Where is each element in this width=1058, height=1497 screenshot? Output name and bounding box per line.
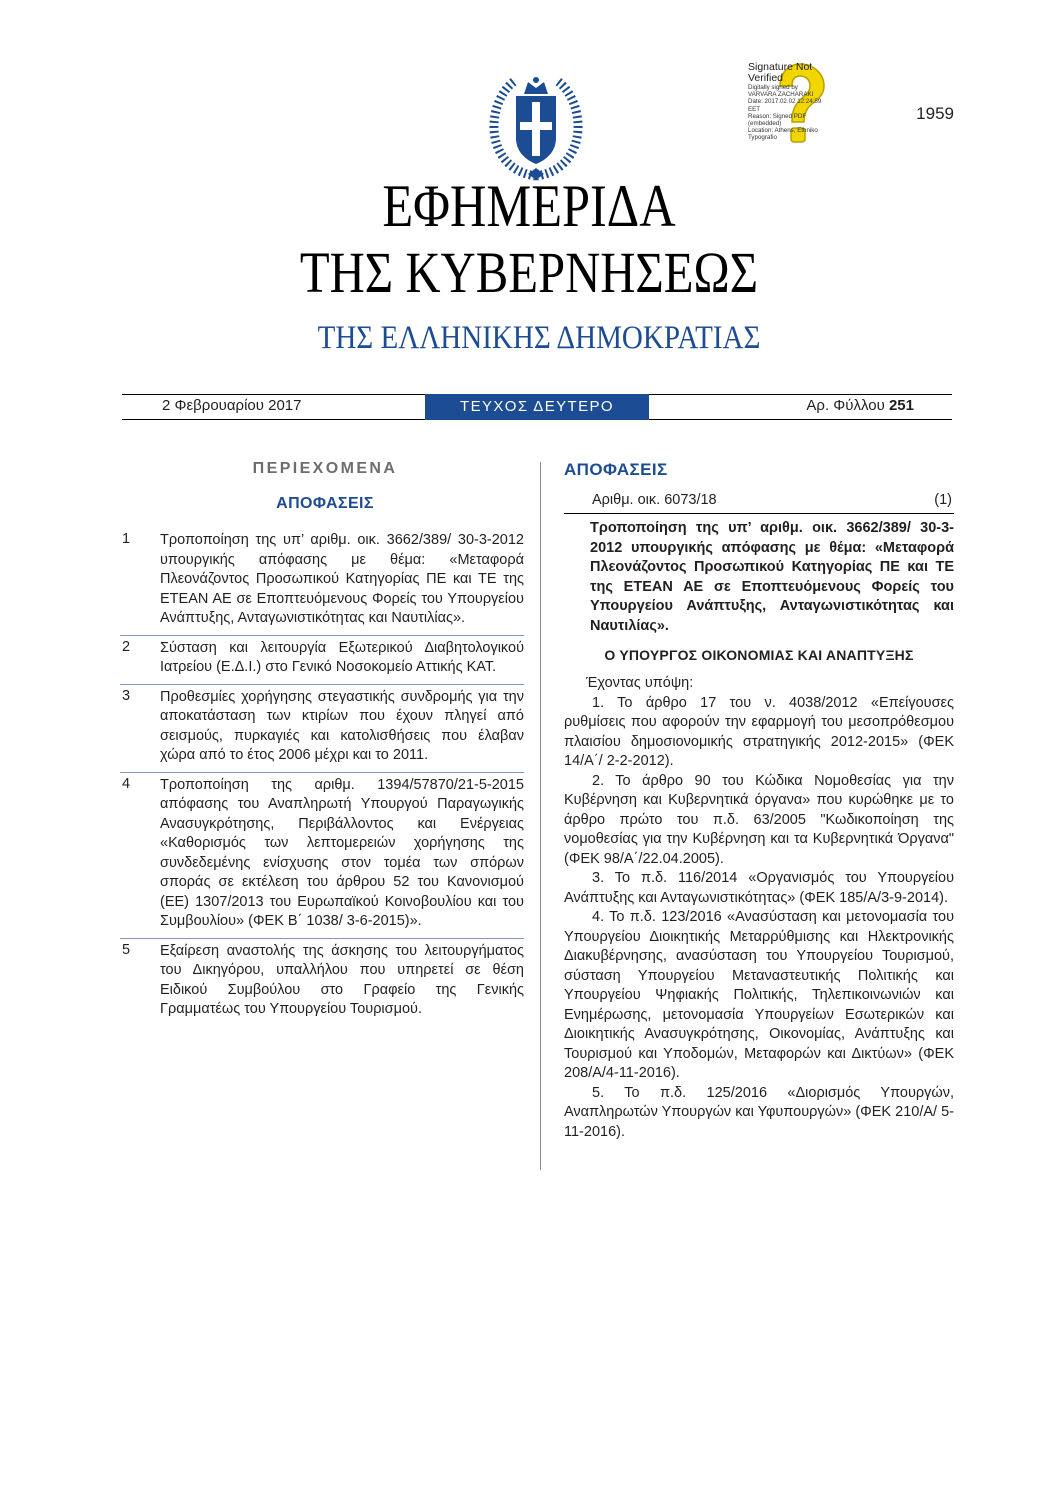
contents-item-text: Εξαίρεση αναστολής της άσκησης του λειτουργήματος του Δικηγόρου, υπαλλήλου που υπηρετεί σε θέση Ειδικού Συμβούλου στο Γραφείο της Γενικής Γραμματέως του Υπουργείου Τουρισμού. [160, 942, 524, 1017]
contents-item-number: 2 [122, 638, 131, 655]
masthead-title-line1: ΕΦΗΜΕΡΙΔΑ [382, 173, 676, 239]
decisions-title: ΑΠΟΦΑΣΕΙΣ [564, 460, 668, 479]
contents-item-number: 5 [122, 941, 131, 958]
body-paragraph: 5. Το π.δ. 125/2016 «Διορισμός Υπουργών, Αναπληρωτών Υπουργών και Υφυπουργών» (ΦΕΚ 210/Α/ 5-11-2016). [564, 1084, 954, 1140]
body-paragraph: Έχοντας υπόψη: [586, 675, 694, 691]
coat-of-arms-emblem [488, 72, 584, 182]
sheet-number-value: 251 [888, 397, 914, 414]
minister-heading: Ο ΥΠΟΥΡΓΟΣ ΟΙΚΟΝΟΜΙΑΣ ΚΑΙ ΑΝΑΠΤΥΞΗΣ [604, 647, 914, 663]
issue-date: 2 Φεβρουαρίου 2017 [162, 397, 302, 414]
contents-item[interactable] [120, 685, 524, 773]
decision-index: (1) [934, 492, 952, 508]
issue-type-badge: ΤΕΥΧΟΣ ΔΕΥΤΕΡΟ [425, 394, 649, 420]
signature-details [748, 84, 848, 142]
contents-item[interactable] [120, 528, 524, 636]
masthead-title-line2: ΤΗΣ ΚΥΒΕΡΝΗΣΕΩΣ [299, 240, 759, 305]
contents-item[interactable] [120, 939, 524, 1026]
body-paragraph: 2. Το άρθρο 90 του Κώδικα Νομοθεσίας για την Κυβέρνηση και Κυβερνητικά όργανα» που κυρώθηκε με το άρθρο πρώτο του π.δ. 63/2005 "Κωδικοποίηση της νομοθεσίας για την Κυβέρνηση και τα Κυβερνητικά Όργανα" (ΦΕΚ 98/Α΄/22.04.2005). [564, 772, 954, 867]
contents-item[interactable] [120, 773, 524, 939]
contents-section-title: ΑΠΟΦΑΣΕΙΣ [276, 495, 374, 512]
sheet-number [806, 397, 914, 414]
contents-item-text: Τροποποίηση της υπ’ αριθμ. οικ. 3662/389/ 30-3-2012 υπουργικής απόφασης με θέμα: «Μεταφορά Πλεονάζοντος Προσωπικού Κατηγορίας ΠΕ και ΤΕ της ΕΤΕΑΝ ΑΕ σε Εποπτευόμενους Φορείς του Υπουργείου Ανάπτυξης, Ανταγωνιστικότητας και Ναυτιλίας». [160, 532, 524, 626]
contents-list [120, 528, 524, 1026]
decision-title: Τροποποίηση της υπ’ αριθμ. οικ. 3662/389/ 30-3-2012 υπουργικής απόφασης με θέμα: «Μεταφορά Πλεονάζοντος Προσωπικού Κατηγορίας ΠΕ και ΤΕ της ΕΤΕΑΝ ΑΕ σε Εποπτευόμενους Φορείς του Υπουργείου Ανάπτυξης, Ανταγωνιστικότητας και Ναυτιλίας». [590, 520, 954, 634]
signature-status: Signature Not Verified [748, 61, 813, 84]
masthead-subtitle: ΤΗΣ ΕΛΛΗΝΙΚΗΣ ΔΗΜΟΚΡΑΤΙΑΣ [317, 320, 761, 356]
contents-column [120, 460, 524, 1026]
decisions-column [564, 460, 954, 1142]
body-paragraph: 1. Το άρθρο 17 του ν. 4038/2012 «Επείγουσες ρυθμίσεις που αφορούν την εφαρμογή του μεσοπρόθεσμου πλαισίου δημοσιονομικής στρατηγικής 2012-2015» (ΦΕΚ 14/Α΄/ 2-2-2012). [564, 694, 954, 769]
column-divider [540, 462, 541, 1170]
signature-line: (embedded) [748, 120, 782, 128]
digital-signature-block[interactable] [748, 62, 848, 144]
contents-item-number: 3 [122, 687, 131, 704]
page-number: 1959 [916, 104, 954, 123]
sheet-number-label: Αρ. Φύλλου [806, 397, 885, 414]
signature-line: Location: Athens, Ethniko [748, 127, 818, 135]
contents-item-number: 4 [122, 775, 131, 792]
contents-item-text: Προθεσμίες χορήγησης στεγαστικής συνδρομής για την αποκατάσταση των κτιρίων που έχουν πληγεί από σεισμούς, πυρκαγιές και κατολισθήσεις που έλαβαν χώρα από το έτος 2006 μέχρι και το 2011. [160, 688, 524, 763]
signature-line: Date: 2017.02.02 12:24:59 [748, 98, 822, 106]
body-paragraph: 3. Το π.δ. 116/2014 «Οργανισμός του Υπουργείου Ανάπτυξης και Ανταγωνιστικότητας» (ΦΕΚ 185/Α/3-9-2014). [564, 870, 954, 906]
issue-bar [122, 394, 952, 420]
contents-item[interactable] [120, 636, 524, 685]
decision-reference-row [564, 492, 954, 514]
contents-item-text: Σύσταση και λειτουργία Εξωτερικού Διαβητολογικού Ιατρείου (Ε.Δ.Ι.) στο Γενικό Νοσοκομείο Αττικής ΚΑΤ. [160, 639, 524, 675]
contents-item-number: 1 [122, 531, 131, 547]
contents-title: ΠΕΡΙΕΧΟΜΕΝΑ [252, 460, 398, 477]
signature-line: VARVARA ZACHARAKI [748, 91, 814, 99]
signature-line: Typografio [748, 134, 777, 142]
signature-line: EET [748, 105, 761, 113]
decision-body [564, 674, 954, 1142]
signature-line: Reason: Signed PDF [748, 112, 807, 120]
signature-line: Digitally signed by [748, 84, 798, 91]
contents-item-text: Τροποποίηση της αριθμ. 1394/57870/21-5-2015 απόφασης του Αναπληρωτή Υπουργού Παραγωγικής Ανασυγκρότησης, Περιβάλλοντος και Ενέργειας «Καθορισμός των λεπτομερειών χορήγησης της συνδεδεμένης ενίσχυσης στον τομέα των σπόρων σποράς σε εκτέλεση του άρθρου 52 του Κανονισμού (ΕΕ) 1307/2013 του Ευρωπαϊκού Κοινοβουλίου και του Συμβουλίου» (ΦΕΚ Β΄ 1038/ 3-6-2015)». [160, 776, 524, 929]
body-paragraph: 4. Το π.δ. 123/2016 «Ανασύσταση και μετονομασία του Υπουργείου Διοικητικής Μεταρρύθμισης και Ηλεκτρονικής Διακυβέρνησης, ανασύσταση του Υπουργείου Τουρισμού, σύσταση Υπουργείου Μεταναστευτικής Πολιτικής και Υπουργείου Ψηφιακής Πολιτικής, Τηλεπικοινωνιών και Ενημέρωσης, μετονομασία Υπουργείων Εσωτερικών και Διοικητικής Ανασυγκρότησης, Οικονομίας, Ανάπτυξης και Τουρισμού και Υποδομών, Μεταφορών και Δικτύων» (ΦΕΚ 208/Α/4-11-2016). [564, 909, 954, 1081]
decision-reference: Αριθμ. οικ. 6073/18 [592, 492, 717, 508]
